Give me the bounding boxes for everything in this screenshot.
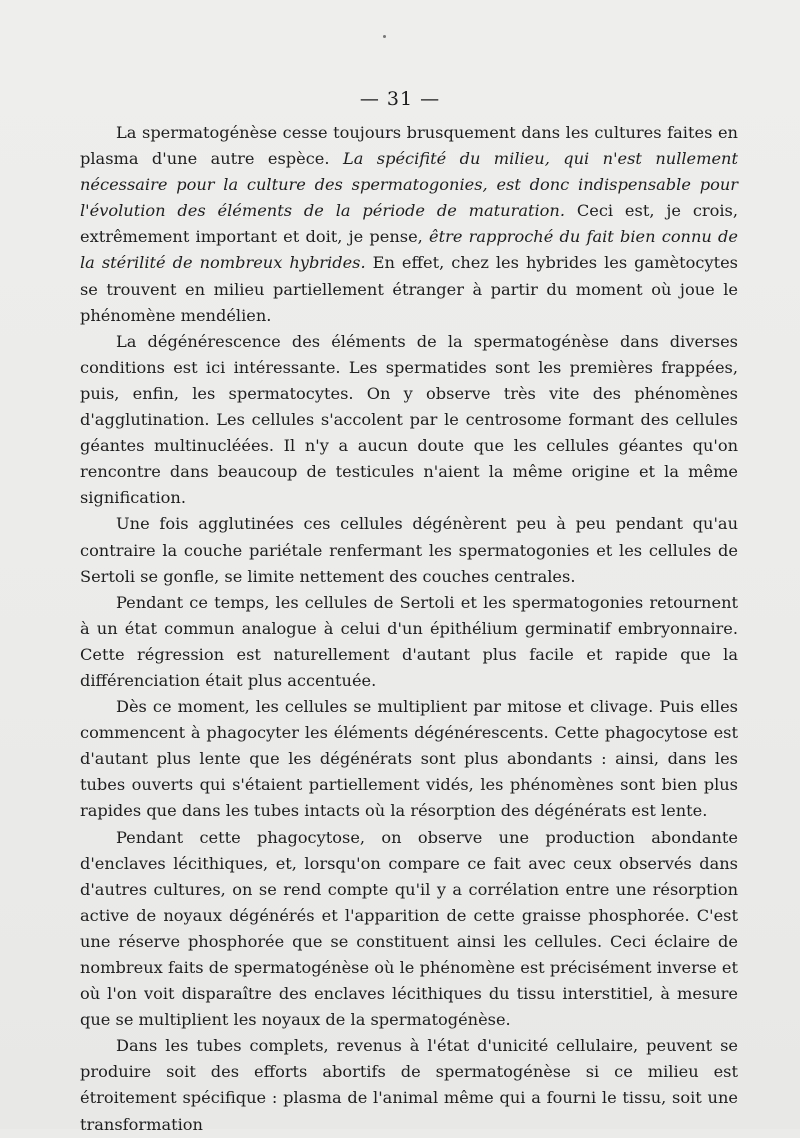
paragraph-2 [80,329,738,512]
paragraph-7 [80,1033,738,1137]
paragraph-6 [80,825,738,1034]
text-segment: Une fois agglutinées ces cellules dégénèrent peu à peu pendant qu'au contraire la couche pariétale renfermant les spermatogonies et les cellules de Sertoli se gonfle, se limite nettement des couches centrales. [80,514,738,586]
text-segment: En effet, chez les hybrides les gamètocytes se trouvent en milieu partiellement étranger à partir du moment où joue le phénomène mendélien. [80,253,738,325]
text-segment: Ceci est, je crois, extrêmement important et doit, je pense, [80,201,738,247]
text-segment: La dégénérescence des éléments de la spermatogénèse dans diverses conditions est ici intéressante. Les spermatides sont les premières frappées, puis, enfin, les spermatocytes. On y observe très vite des phénomènes d'agglutination. Les cellules s'accolent par le centrosome formant des cellules géantes multinucléées. Il n'y a aucun doute que les cellules géantes qu'on rencontre dans beaucoup de testicules n'aient la même origine et la même signification. [80,331,738,508]
paragraph-1 [80,120,738,329]
text-segment: Dès ce moment, les cellules se multiplient par mitose et clivage. Puis elles commencent à phagocyter les éléments dégénérescents. Cette phagocytose est d'autant plus lente que les dégénérats sont plus abondants : ainsi, dans les tubes ouverts qui s'étaient partiellement vidés, les phénomènes sont bien plus rapides que dans les tubes intacts où la résorption des dégénérats est lente. [80,697,738,821]
paper-speck [383,35,386,38]
paragraph-4 [80,590,738,694]
text-segment: Pendant cette phagocytose, on observe une production abondante d'enclaves lécithiques, et, lorsqu'on compare ce fait avec ceux observés dans d'autres cultures, on se rend compte qu'il y a corrélation entre une résorption active de noyaux dégénérés et l'apparition de cette graisse phosphorée. C'est une réserve phosphorée que se constituent ainsi les cellules. Ceci éclaire de nombreux faits de spermatogénèse où le phénomène est précisément inverse et où l'on voit disparaître des enclaves lécithiques du tissu interstitiel, à mesure que se multiplient les noyaux de la spermatogénèse. [80,827,738,1030]
text-segment: La spermatogénèse cesse toujours brusquement dans les cultures faites en plasma d'une autre espèce. [80,123,738,169]
italic-text-segment: La spécifité du milieu, qui n'est nullement nécessaire pour la culture des spermatogonies, est donc indispensable pour l'évolution des éléments de la période de maturation. [80,149,738,221]
page-number: — 31 — [359,88,441,110]
paragraph-5 [80,694,738,824]
body-text [80,120,738,1138]
text-segment: Dans les tubes complets, revenus à l'état d'unicité cellulaire, peuvent se produire soit des efforts abortifs de spermatogénèse si ce milieu est étroitement spécifique : plasma de l'animal même qui a fourni le tissu, soit une transformation [80,1036,738,1134]
italic-text-segment: être rapproché du fait bien connu de la stérilité de nombreux hybrides. [80,227,738,273]
text-segment: Pendant ce temps, les cellules de Sertoli et les spermatogonies retournent à un état commun analogue à celui d'un épithélium germinatif embryonnaire. Cette régression est naturellement d'autant plus facile et rapide que la différenciation était plus accentuée. [80,592,738,690]
paragraph-3 [80,511,738,589]
